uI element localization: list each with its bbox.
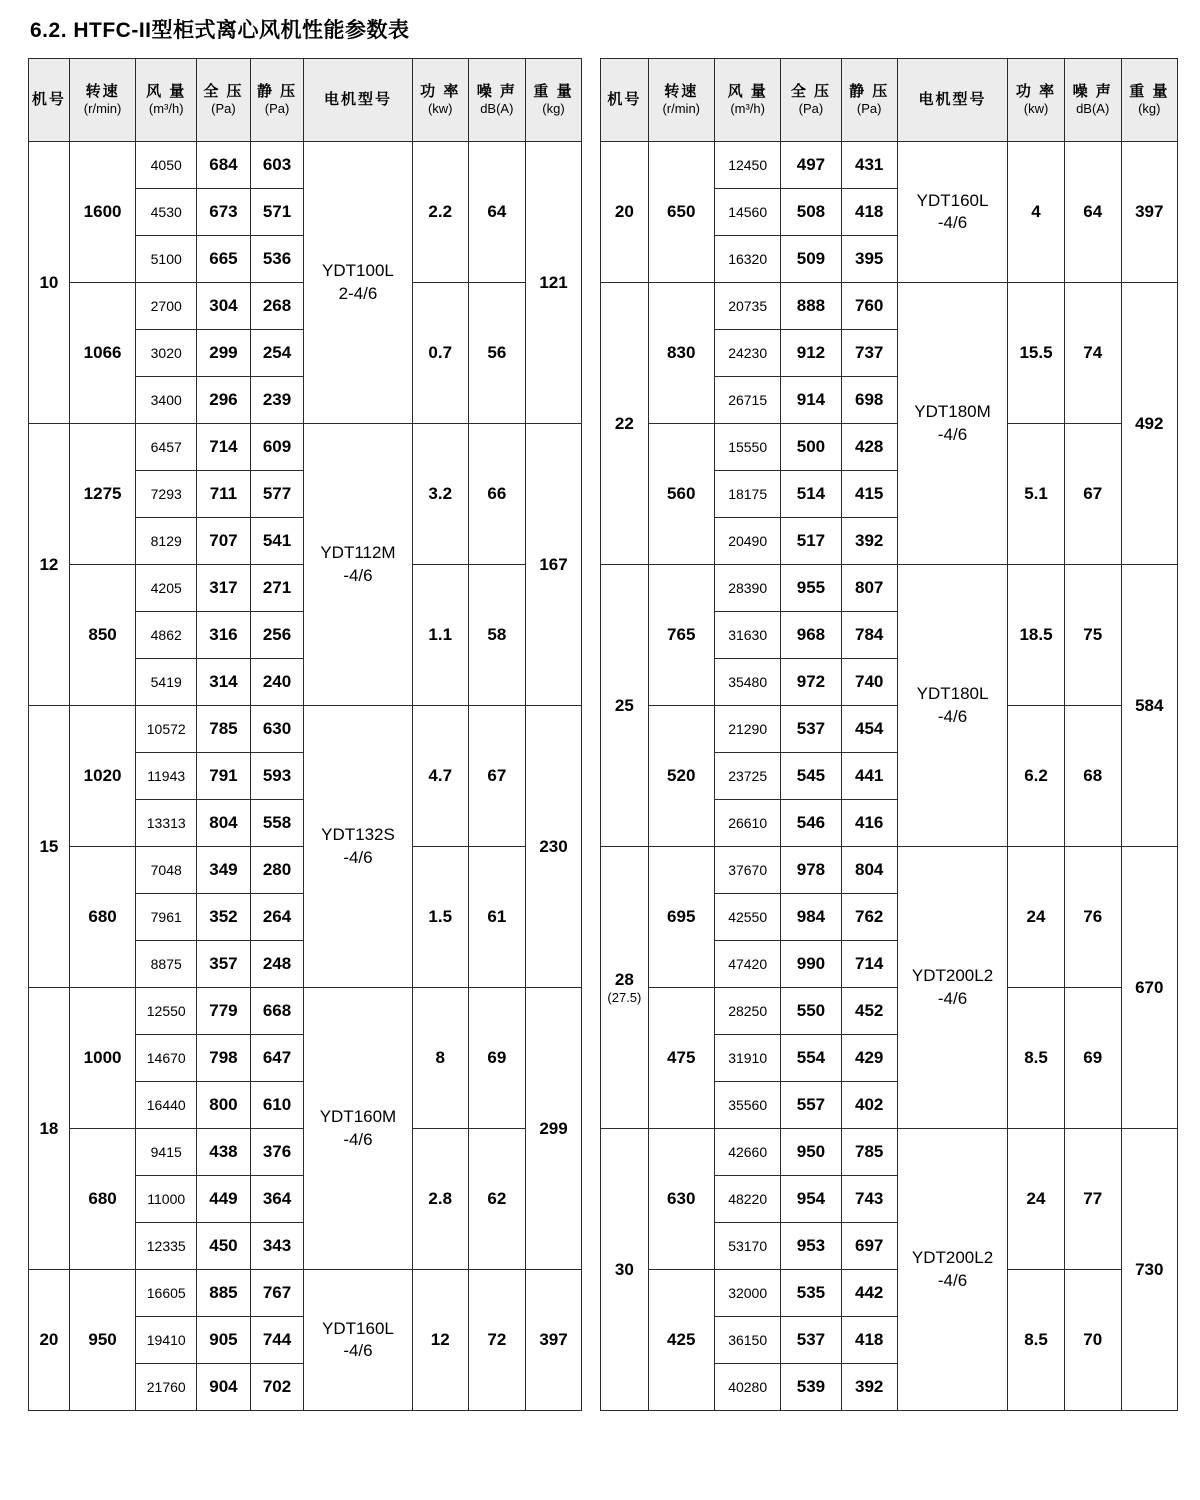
cell-motor-model: YDT200L2 -4/6 xyxy=(897,847,1007,1129)
cell-flow: 7293 xyxy=(136,471,197,518)
table-body-right xyxy=(601,142,1178,1411)
table-row xyxy=(601,283,1178,330)
cell-total-pressure: 508 xyxy=(781,189,841,236)
cell-flow: 48220 xyxy=(714,1176,780,1223)
cell-total-pressure: 349 xyxy=(197,847,251,894)
cell-static-pressure: 536 xyxy=(250,236,304,283)
cell-noise: 68 xyxy=(1064,706,1121,847)
cell-total-pressure: 316 xyxy=(197,612,251,659)
cell-total-pressure: 500 xyxy=(781,424,841,471)
cell-static-pressure: 804 xyxy=(841,847,897,894)
cell-static-pressure: 743 xyxy=(841,1176,897,1223)
cell-total-pressure: 557 xyxy=(781,1082,841,1129)
cell-flow: 11000 xyxy=(136,1176,197,1223)
cell-jihao: 30 xyxy=(601,1129,648,1411)
cell-power: 4 xyxy=(1008,142,1065,283)
table-header-left xyxy=(29,59,582,142)
cell-motor-model: YDT180M -4/6 xyxy=(897,283,1007,565)
cell-total-pressure: 984 xyxy=(781,894,841,941)
cell-total-pressure: 972 xyxy=(781,659,841,706)
cell-total-pressure: 296 xyxy=(197,377,251,424)
cell-total-pressure: 785 xyxy=(197,706,251,753)
cell-static-pressure: 441 xyxy=(841,753,897,800)
cell-static-pressure: 714 xyxy=(841,941,897,988)
cell-flow: 8875 xyxy=(136,941,197,988)
cell-motor-model-suffix: 2-4/6 xyxy=(338,283,378,303)
cell-static-pressure: 395 xyxy=(841,236,897,283)
cell-static-pressure: 647 xyxy=(250,1035,304,1082)
cell-flow: 10572 xyxy=(136,706,197,753)
cell-flow: 21760 xyxy=(136,1364,197,1411)
cell-jihao: 22 xyxy=(601,283,648,565)
cell-total-pressure: 950 xyxy=(781,1129,841,1176)
cell-speed: 630 xyxy=(648,1129,714,1270)
col-header-flow: 风 量 (m³/h) xyxy=(714,59,780,142)
cell-total-pressure: 955 xyxy=(781,565,841,612)
cell-total-pressure: 357 xyxy=(197,941,251,988)
cell-total-pressure: 954 xyxy=(781,1176,841,1223)
cell-power: 18.5 xyxy=(1008,565,1065,706)
cell-motor-model-suffix: -4/6 xyxy=(343,565,373,585)
cell-flow: 53170 xyxy=(714,1223,780,1270)
cell-power: 2.2 xyxy=(412,142,468,283)
cell-static-pressure: 428 xyxy=(841,424,897,471)
col-header-weight: 重 量 (kg) xyxy=(1121,59,1177,142)
cell-flow: 4530 xyxy=(136,189,197,236)
cell-flow: 3020 xyxy=(136,330,197,377)
cell-speed: 560 xyxy=(648,424,714,565)
cell-static-pressure: 271 xyxy=(250,565,304,612)
cell-motor-model: YDT160M -4/6 xyxy=(304,988,412,1270)
cell-speed: 830 xyxy=(648,283,714,424)
table-row xyxy=(601,988,1178,1035)
cell-motor-model: YDT100L 2-4/6 xyxy=(304,142,412,424)
cell-total-pressure: 535 xyxy=(781,1270,841,1317)
cell-total-pressure: 673 xyxy=(197,189,251,236)
cell-static-pressure: 767 xyxy=(250,1270,304,1317)
cell-total-pressure: 978 xyxy=(781,847,841,894)
cell-static-pressure: 603 xyxy=(250,142,304,189)
table-row xyxy=(601,1129,1178,1176)
cell-flow: 4862 xyxy=(136,612,197,659)
cell-flow: 2700 xyxy=(136,283,197,330)
col-header-jihao: 机号 xyxy=(601,59,648,142)
cell-speed: 475 xyxy=(648,988,714,1129)
cell-motor-model: YDT200L2 -4/6 xyxy=(897,1129,1007,1411)
performance-table-left xyxy=(28,58,582,1411)
cell-static-pressure: 264 xyxy=(250,894,304,941)
cell-power: 15.5 xyxy=(1008,283,1065,424)
cell-total-pressure: 537 xyxy=(781,706,841,753)
cell-total-pressure: 517 xyxy=(781,518,841,565)
cell-static-pressure: 431 xyxy=(841,142,897,189)
cell-total-pressure: 514 xyxy=(781,471,841,518)
cell-motor-model: YDT160L -4/6 xyxy=(304,1270,412,1411)
cell-static-pressure: 807 xyxy=(841,565,897,612)
cell-total-pressure: 888 xyxy=(781,283,841,330)
cell-motor-model-suffix: -4/6 xyxy=(937,213,968,232)
cell-power: 8 xyxy=(412,988,468,1129)
cell-weight: 230 xyxy=(525,706,582,988)
cell-power: 8.5 xyxy=(1008,988,1065,1129)
cell-noise: 72 xyxy=(468,1270,525,1411)
cell-flow: 31910 xyxy=(714,1035,780,1082)
cell-motor-model: YDT160L -4/6 xyxy=(897,142,1007,283)
table-row xyxy=(29,424,582,471)
cell-static-pressure: 740 xyxy=(841,659,897,706)
cell-total-pressure: 546 xyxy=(781,800,841,847)
cell-total-pressure: 497 xyxy=(781,142,841,189)
cell-motor-model-suffix: -4/6 xyxy=(343,1341,373,1360)
cell-flow: 35480 xyxy=(714,659,780,706)
col-header-noise: 噪 声 dB(A) xyxy=(1064,59,1121,142)
cell-flow: 15550 xyxy=(714,424,780,471)
cell-static-pressure: 254 xyxy=(250,330,304,377)
cell-noise: 69 xyxy=(468,988,525,1129)
cell-total-pressure: 904 xyxy=(197,1364,251,1411)
cell-static-pressure: 256 xyxy=(250,612,304,659)
cell-static-pressure: 442 xyxy=(841,1270,897,1317)
cell-flow: 4205 xyxy=(136,565,197,612)
cell-weight: 167 xyxy=(525,424,582,706)
cell-static-pressure: 248 xyxy=(250,941,304,988)
cell-flow: 28390 xyxy=(714,565,780,612)
cell-total-pressure: 509 xyxy=(781,236,841,283)
cell-static-pressure: 392 xyxy=(841,518,897,565)
cell-power: 12 xyxy=(412,1270,468,1411)
cell-static-pressure: 609 xyxy=(250,424,304,471)
cell-total-pressure: 914 xyxy=(781,377,841,424)
col-header-static-pressure: 静 压 (Pa) xyxy=(841,59,897,142)
table-header-right xyxy=(601,59,1178,142)
cell-static-pressure: 402 xyxy=(841,1082,897,1129)
cell-noise: 62 xyxy=(468,1129,525,1270)
col-header-total-pressure: 全 压 (Pa) xyxy=(781,59,841,142)
cell-weight: 492 xyxy=(1121,283,1177,565)
cell-static-pressure: 760 xyxy=(841,283,897,330)
cell-static-pressure: 240 xyxy=(250,659,304,706)
cell-noise: 66 xyxy=(468,424,525,565)
cell-motor-model: YDT180L -4/6 xyxy=(897,565,1007,847)
cell-speed: 1275 xyxy=(69,424,136,565)
cell-flow: 20735 xyxy=(714,283,780,330)
cell-power: 1.5 xyxy=(412,847,468,988)
cell-flow: 26610 xyxy=(714,800,780,847)
cell-flow: 5419 xyxy=(136,659,197,706)
tables-container xyxy=(28,58,1178,1411)
cell-static-pressure: 416 xyxy=(841,800,897,847)
cell-static-pressure: 697 xyxy=(841,1223,897,1270)
cell-flow: 12450 xyxy=(714,142,780,189)
cell-flow: 21290 xyxy=(714,706,780,753)
cell-flow: 14560 xyxy=(714,189,780,236)
cell-total-pressure: 554 xyxy=(781,1035,841,1082)
table-row xyxy=(601,1270,1178,1317)
cell-flow: 14670 xyxy=(136,1035,197,1082)
table-row xyxy=(601,142,1178,189)
cell-flow: 12335 xyxy=(136,1223,197,1270)
cell-flow: 18175 xyxy=(714,471,780,518)
col-header-flow: 风 量 (m³/h) xyxy=(136,59,197,142)
cell-total-pressure: 711 xyxy=(197,471,251,518)
cell-motor-model-suffix: -4/6 xyxy=(937,424,968,444)
cell-total-pressure: 684 xyxy=(197,142,251,189)
cell-flow: 47420 xyxy=(714,941,780,988)
cell-speed: 520 xyxy=(648,706,714,847)
cell-total-pressure: 885 xyxy=(197,1270,251,1317)
cell-power: 5.1 xyxy=(1008,424,1065,565)
cell-total-pressure: 537 xyxy=(781,1317,841,1364)
cell-total-pressure: 545 xyxy=(781,753,841,800)
cell-flow: 23725 xyxy=(714,753,780,800)
cell-total-pressure: 707 xyxy=(197,518,251,565)
cell-flow: 36150 xyxy=(714,1317,780,1364)
cell-speed: 425 xyxy=(648,1270,714,1411)
cell-flow: 7961 xyxy=(136,894,197,941)
cell-speed: 950 xyxy=(69,1270,136,1411)
col-header-speed: 转速 (r/min) xyxy=(648,59,714,142)
cell-total-pressure: 968 xyxy=(781,612,841,659)
cell-speed: 680 xyxy=(69,1129,136,1270)
cell-total-pressure: 714 xyxy=(197,424,251,471)
cell-speed: 680 xyxy=(69,847,136,988)
cell-static-pressure: 280 xyxy=(250,847,304,894)
cell-total-pressure: 438 xyxy=(197,1129,251,1176)
cell-static-pressure: 630 xyxy=(250,706,304,753)
cell-total-pressure: 550 xyxy=(781,988,841,1035)
cell-static-pressure: 454 xyxy=(841,706,897,753)
cell-static-pressure: 744 xyxy=(250,1317,304,1364)
cell-noise: 77 xyxy=(1064,1129,1121,1270)
cell-total-pressure: 912 xyxy=(781,330,841,377)
cell-total-pressure: 990 xyxy=(781,941,841,988)
cell-noise: 64 xyxy=(468,142,525,283)
col-header-jihao: 机号 xyxy=(29,59,70,142)
table-row xyxy=(601,847,1178,894)
col-header-speed: 转速 (r/min) xyxy=(69,59,136,142)
cell-jihao: 25 xyxy=(601,565,648,847)
cell-power: 24 xyxy=(1008,1129,1065,1270)
cell-total-pressure: 299 xyxy=(197,330,251,377)
performance-table-right xyxy=(600,58,1178,1411)
cell-power: 3.2 xyxy=(412,424,468,565)
cell-static-pressure: 785 xyxy=(841,1129,897,1176)
cell-static-pressure: 668 xyxy=(250,988,304,1035)
col-header-noise: 噪 声 dB(A) xyxy=(468,59,525,142)
cell-power: 8.5 xyxy=(1008,1270,1065,1411)
cell-noise: 56 xyxy=(468,283,525,424)
cell-total-pressure: 798 xyxy=(197,1035,251,1082)
cell-total-pressure: 314 xyxy=(197,659,251,706)
cell-flow: 42660 xyxy=(714,1129,780,1176)
cell-speed: 765 xyxy=(648,565,714,706)
cell-jihao: 20 xyxy=(601,142,648,283)
cell-total-pressure: 953 xyxy=(781,1223,841,1270)
cell-flow: 19410 xyxy=(136,1317,197,1364)
cell-flow: 24230 xyxy=(714,330,780,377)
cell-power: 2.8 xyxy=(412,1129,468,1270)
cell-noise: 64 xyxy=(1064,142,1121,283)
cell-jihao: 12 xyxy=(29,424,70,706)
cell-static-pressure: 452 xyxy=(841,988,897,1035)
cell-static-pressure: 610 xyxy=(250,1082,304,1129)
cell-total-pressure: 539 xyxy=(781,1364,841,1411)
cell-speed: 1000 xyxy=(69,988,136,1129)
cell-noise: 61 xyxy=(468,847,525,988)
table-row xyxy=(29,1270,582,1317)
cell-flow: 16605 xyxy=(136,1270,197,1317)
cell-static-pressure: 418 xyxy=(841,189,897,236)
cell-noise: 67 xyxy=(1064,424,1121,565)
cell-power: 4.7 xyxy=(412,706,468,847)
cell-static-pressure: 702 xyxy=(250,1364,304,1411)
cell-flow: 7048 xyxy=(136,847,197,894)
cell-flow: 28250 xyxy=(714,988,780,1035)
cell-jihao: 18 xyxy=(29,988,70,1270)
cell-flow: 9415 xyxy=(136,1129,197,1176)
cell-flow: 3400 xyxy=(136,377,197,424)
cell-static-pressure: 418 xyxy=(841,1317,897,1364)
col-header-power: 功 率 (kw) xyxy=(1008,59,1065,142)
cell-weight: 397 xyxy=(1121,142,1177,283)
cell-weight: 121 xyxy=(525,142,582,424)
cell-weight: 584 xyxy=(1121,565,1177,847)
col-header-power: 功 率 (kw) xyxy=(412,59,468,142)
cell-static-pressure: 268 xyxy=(250,283,304,330)
cell-flow: 32000 xyxy=(714,1270,780,1317)
cell-noise: 58 xyxy=(468,565,525,706)
cell-noise: 69 xyxy=(1064,988,1121,1129)
cell-speed: 850 xyxy=(69,565,136,706)
cell-total-pressure: 450 xyxy=(197,1223,251,1270)
cell-static-pressure: 364 xyxy=(250,1176,304,1223)
cell-motor-model: YDT132S -4/6 xyxy=(304,706,412,988)
cell-static-pressure: 762 xyxy=(841,894,897,941)
col-header-motor-model: 电机型号 xyxy=(897,59,1007,142)
cell-flow: 12550 xyxy=(136,988,197,1035)
cell-flow: 13313 xyxy=(136,800,197,847)
cell-total-pressure: 449 xyxy=(197,1176,251,1223)
cell-flow: 16320 xyxy=(714,236,780,283)
table-row xyxy=(601,424,1178,471)
cell-speed: 1600 xyxy=(69,142,136,283)
cell-static-pressure: 698 xyxy=(841,377,897,424)
cell-power: 6.2 xyxy=(1008,706,1065,847)
table-row xyxy=(601,706,1178,753)
cell-motor-model-suffix: -4/6 xyxy=(937,706,968,726)
cell-total-pressure: 804 xyxy=(197,800,251,847)
cell-flow: 31630 xyxy=(714,612,780,659)
table-row xyxy=(601,565,1178,612)
cell-power: 0.7 xyxy=(412,283,468,424)
cell-power: 1.1 xyxy=(412,565,468,706)
cell-static-pressure: 571 xyxy=(250,189,304,236)
table-row xyxy=(29,142,582,189)
cell-jihao: 28 (27.5) xyxy=(601,847,648,1129)
cell-motor-model-suffix: -4/6 xyxy=(937,1270,968,1290)
cell-noise: 67 xyxy=(468,706,525,847)
cell-flow: 11943 xyxy=(136,753,197,800)
cell-weight: 397 xyxy=(525,1270,582,1411)
cell-total-pressure: 779 xyxy=(197,988,251,1035)
cell-flow: 40280 xyxy=(714,1364,780,1411)
cell-total-pressure: 905 xyxy=(197,1317,251,1364)
table-row xyxy=(29,706,582,753)
cell-noise: 70 xyxy=(1064,1270,1121,1411)
cell-speed: 1066 xyxy=(69,283,136,424)
cell-flow: 35560 xyxy=(714,1082,780,1129)
cell-jihao-sub: (27.5) xyxy=(607,990,642,1005)
cell-flow: 42550 xyxy=(714,894,780,941)
cell-flow: 6457 xyxy=(136,424,197,471)
cell-weight: 299 xyxy=(525,988,582,1270)
cell-jihao: 15 xyxy=(29,706,70,988)
cell-total-pressure: 304 xyxy=(197,283,251,330)
cell-flow: 4050 xyxy=(136,142,197,189)
cell-total-pressure: 352 xyxy=(197,894,251,941)
cell-total-pressure: 791 xyxy=(197,753,251,800)
cell-flow: 5100 xyxy=(136,236,197,283)
cell-static-pressure: 392 xyxy=(841,1364,897,1411)
cell-motor-model-suffix: -4/6 xyxy=(343,847,373,867)
cell-noise: 75 xyxy=(1064,565,1121,706)
cell-static-pressure: 429 xyxy=(841,1035,897,1082)
cell-total-pressure: 665 xyxy=(197,236,251,283)
cell-noise: 74 xyxy=(1064,283,1121,424)
cell-flow: 20490 xyxy=(714,518,780,565)
cell-static-pressure: 784 xyxy=(841,612,897,659)
cell-static-pressure: 558 xyxy=(250,800,304,847)
col-header-motor-model: 电机型号 xyxy=(304,59,412,142)
cell-flow: 16440 xyxy=(136,1082,197,1129)
table-body-left xyxy=(29,142,582,1411)
cell-speed: 1020 xyxy=(69,706,136,847)
cell-static-pressure: 415 xyxy=(841,471,897,518)
cell-static-pressure: 343 xyxy=(250,1223,304,1270)
cell-speed: 695 xyxy=(648,847,714,988)
cell-motor-model-suffix: -4/6 xyxy=(343,1129,373,1149)
cell-static-pressure: 541 xyxy=(250,518,304,565)
col-header-weight: 重 量 (kg) xyxy=(525,59,582,142)
cell-power: 24 xyxy=(1008,847,1065,988)
cell-static-pressure: 376 xyxy=(250,1129,304,1176)
cell-motor-model: YDT112M -4/6 xyxy=(304,424,412,706)
cell-noise: 76 xyxy=(1064,847,1121,988)
col-header-static-pressure: 静 压 (Pa) xyxy=(250,59,304,142)
cell-jihao: 20 xyxy=(29,1270,70,1411)
cell-jihao: 10 xyxy=(29,142,70,424)
cell-speed: 650 xyxy=(648,142,714,283)
cell-motor-model-suffix: -4/6 xyxy=(937,988,968,1008)
cell-weight: 670 xyxy=(1121,847,1177,1129)
cell-static-pressure: 239 xyxy=(250,377,304,424)
cell-static-pressure: 577 xyxy=(250,471,304,518)
cell-total-pressure: 317 xyxy=(197,565,251,612)
cell-flow: 37670 xyxy=(714,847,780,894)
cell-total-pressure: 800 xyxy=(197,1082,251,1129)
cell-static-pressure: 737 xyxy=(841,330,897,377)
table-row xyxy=(29,988,582,1035)
page-title: 6.2. HTFC-II型柜式离心风机性能参数表 xyxy=(30,19,410,42)
col-header-total-pressure: 全 压 (Pa) xyxy=(197,59,251,142)
cell-static-pressure: 593 xyxy=(250,753,304,800)
cell-flow: 8129 xyxy=(136,518,197,565)
cell-flow: 26715 xyxy=(714,377,780,424)
cell-weight: 730 xyxy=(1121,1129,1177,1411)
